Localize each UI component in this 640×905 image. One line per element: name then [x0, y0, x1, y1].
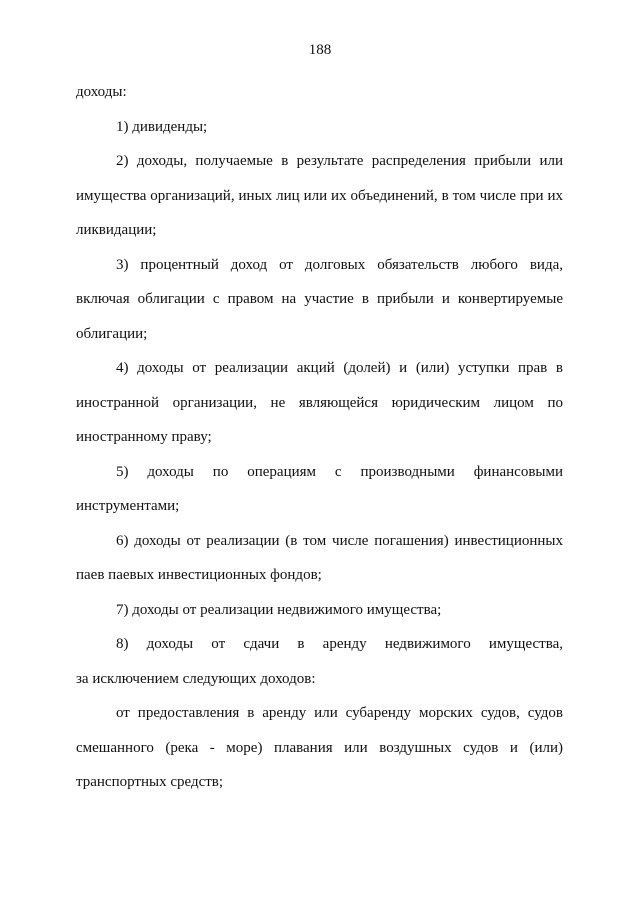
text-line: 6) доходы от реализации (в том числе погашения) инвестиционных: [116, 532, 563, 549]
text-line: включая облигации с правом на участие в прибыли и конвертируемые: [76, 291, 563, 307]
text-line: 3) процентный доход от долговых обязательств любого вида,: [116, 256, 563, 273]
text-line: транспортных средств;: [76, 774, 224, 790]
text-line: 8) доходы от сдачи в аренду недвижимого имущества,: [116, 636, 563, 652]
text-line: иностранному праву;: [76, 429, 212, 445]
text-line: за исключением следующих доходов:: [76, 670, 316, 687]
text-line: ликвидации;: [76, 222, 157, 238]
text-line: 7) доходы от реализации недвижимого имущества;: [116, 601, 442, 618]
text-line: 5) доходы по операциям с производными финансовыми: [116, 463, 563, 480]
text-line: облигации;: [76, 325, 148, 342]
page-number: 188: [308, 42, 332, 58]
text-line: доходы:: [76, 84, 127, 100]
text-line: паев паевых инвестиционных фондов;: [76, 567, 322, 583]
document-body: [76, 75, 563, 800]
text-line: 4) доходы от реализации акций (долей) и (или) уступки прав в: [116, 360, 563, 376]
text-line: 2) доходы, получаемые в результате распределения прибыли или: [116, 153, 563, 169]
text-line: инструментами;: [76, 498, 180, 514]
text-line: 1) дивиденды;: [116, 118, 208, 135]
text-line: иностранной организации, не являющейся юридическим лицом по: [76, 394, 563, 411]
text-line: смешанного (река - море) плавания или воздушных судов и (или): [76, 739, 563, 756]
text-line: имущества организаций, иных лиц или их объединений, в том числе при их: [76, 187, 563, 204]
text-line: от предоставления в аренду или субаренду морских судов, судов: [116, 705, 563, 721]
